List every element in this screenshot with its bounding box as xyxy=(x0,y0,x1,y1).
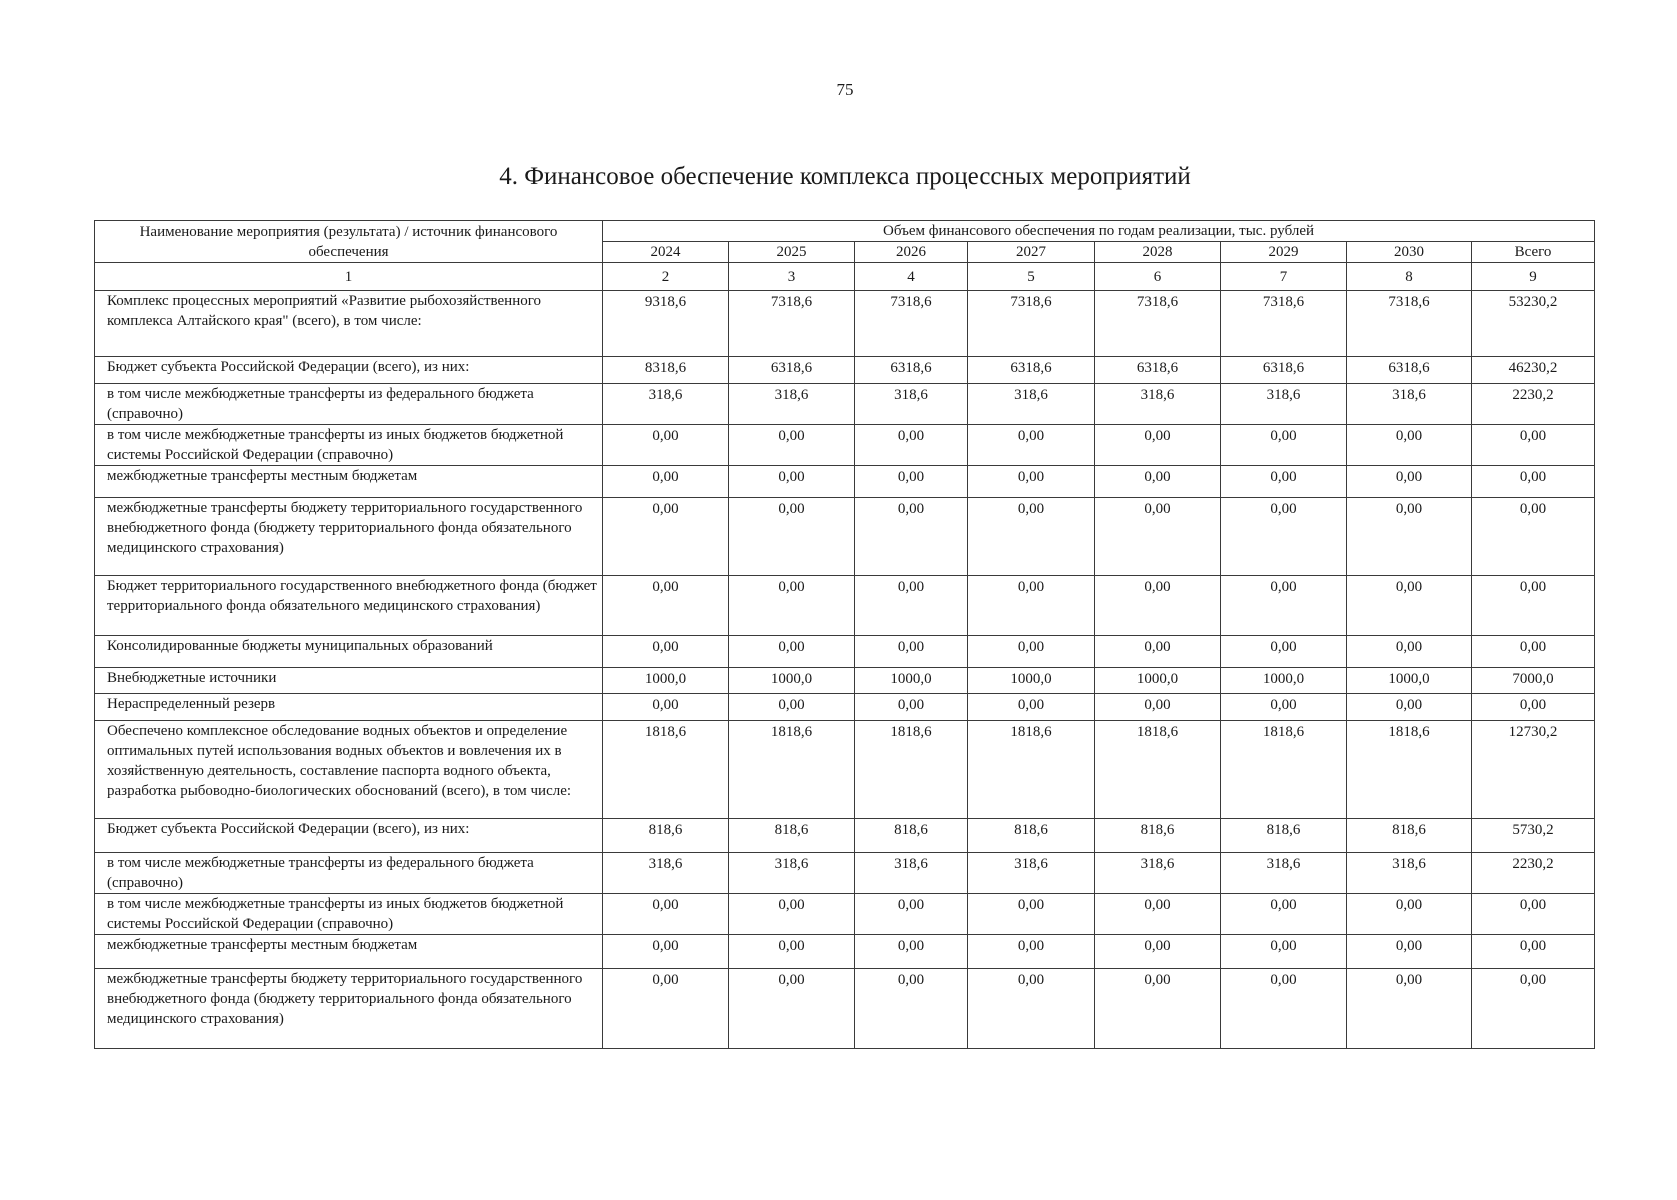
row-value-cell: 0,00 xyxy=(1095,498,1221,576)
row-value-cell: 1000,0 xyxy=(1095,668,1221,694)
row-label: межбюджетные трансферты бюджету территориального государственного внебюджетного фонда (бюджету территориального фонда обязательного медицинского страхования) xyxy=(95,969,603,1049)
row-value-cell: 0,00 xyxy=(1347,425,1472,466)
row-value-cell: 0,00 xyxy=(1221,425,1347,466)
row-value-cell: 0,00 xyxy=(1221,636,1347,668)
row-value-cell: 318,6 xyxy=(1095,384,1221,425)
row-value-cell: 818,6 xyxy=(729,819,855,853)
row-value-cell: 1000,0 xyxy=(968,668,1095,694)
row-total-cell: 0,00 xyxy=(1472,894,1595,935)
header-total: Всего xyxy=(1472,242,1595,263)
row-value-cell: 1000,0 xyxy=(1347,668,1472,694)
row-value-cell: 0,00 xyxy=(1095,636,1221,668)
row-total-cell: 0,00 xyxy=(1472,498,1595,576)
row-value-cell: 0,00 xyxy=(968,694,1095,721)
row-label: Бюджет субъекта Российской Федерации (всего), из них: xyxy=(95,819,603,853)
row-value-cell: 0,00 xyxy=(1221,969,1347,1049)
row-value-cell: 0,00 xyxy=(729,425,855,466)
row-value-cell: 0,00 xyxy=(729,894,855,935)
row-value-cell: 7318,6 xyxy=(855,291,968,357)
row-total-cell: 0,00 xyxy=(1472,425,1595,466)
row-value-cell: 0,00 xyxy=(729,636,855,668)
document-title: 4. Финансовое обеспечение комплекса процессных мероприятий xyxy=(499,163,1191,190)
row-value-cell: 0,00 xyxy=(1347,694,1472,721)
row-label: Комплекс процессных мероприятий «Развитие рыбохозяйственного комплекса Алтайского края" (всего), в том числе: xyxy=(95,291,603,357)
row-value-cell: 1818,6 xyxy=(1095,721,1221,819)
row-value-cell: 318,6 xyxy=(855,384,968,425)
financing-table xyxy=(94,220,1595,1049)
row-value-cell: 0,00 xyxy=(603,425,729,466)
table-row xyxy=(95,466,1595,498)
row-value-cell: 0,00 xyxy=(855,576,968,636)
row-value-cell: 0,00 xyxy=(1221,466,1347,498)
row-value-cell: 318,6 xyxy=(968,384,1095,425)
row-value-cell: 0,00 xyxy=(1095,576,1221,636)
row-value-cell: 818,6 xyxy=(855,819,968,853)
row-value-cell: 0,00 xyxy=(603,894,729,935)
row-value-cell: 0,00 xyxy=(603,694,729,721)
table-row xyxy=(95,894,1595,935)
row-value-cell: 0,00 xyxy=(855,694,968,721)
row-value-cell: 0,00 xyxy=(968,969,1095,1049)
row-value-cell: 7318,6 xyxy=(1095,291,1221,357)
row-value-cell: 0,00 xyxy=(855,894,968,935)
row-value-cell: 7318,6 xyxy=(729,291,855,357)
table-row xyxy=(95,819,1595,853)
row-value-cell: 0,00 xyxy=(603,636,729,668)
row-value-cell: 0,00 xyxy=(1095,894,1221,935)
row-label: Нераспределенный резерв xyxy=(95,694,603,721)
row-value-cell: 0,00 xyxy=(729,969,855,1049)
row-value-cell: 0,00 xyxy=(855,969,968,1049)
row-value-cell: 6318,6 xyxy=(1095,357,1221,384)
row-value-cell: 9318,6 xyxy=(603,291,729,357)
row-value-cell: 318,6 xyxy=(1221,853,1347,894)
row-value-cell: 318,6 xyxy=(1347,853,1472,894)
row-value-cell: 0,00 xyxy=(1347,576,1472,636)
row-label: Бюджет субъекта Российской Федерации (всего), из них: xyxy=(95,357,603,384)
row-value-cell: 1818,6 xyxy=(1221,721,1347,819)
row-value-cell: 1818,6 xyxy=(603,721,729,819)
header-year: 2030 xyxy=(1347,242,1472,263)
column-index: 5 xyxy=(968,263,1095,291)
row-total-cell: 2230,2 xyxy=(1472,853,1595,894)
row-value-cell: 0,00 xyxy=(603,498,729,576)
column-index: 7 xyxy=(1221,263,1347,291)
row-value-cell: 0,00 xyxy=(1221,894,1347,935)
row-label: в том числе межбюджетные трансферты из федерального бюджета (справочно) xyxy=(95,384,603,425)
row-value-cell: 318,6 xyxy=(603,384,729,425)
row-label: межбюджетные трансферты местным бюджетам xyxy=(95,466,603,498)
row-value-cell: 0,00 xyxy=(1095,694,1221,721)
header-year: 2026 xyxy=(855,242,968,263)
row-total-cell: 0,00 xyxy=(1472,694,1595,721)
row-value-cell: 818,6 xyxy=(968,819,1095,853)
row-value-cell: 1000,0 xyxy=(603,668,729,694)
row-value-cell: 0,00 xyxy=(603,969,729,1049)
row-value-cell: 0,00 xyxy=(855,498,968,576)
page-number: 75 xyxy=(836,80,854,99)
row-value-cell: 318,6 xyxy=(729,853,855,894)
row-value-cell: 0,00 xyxy=(1095,466,1221,498)
row-label: в том числе межбюджетные трансферты из иных бюджетов бюджетной системы Российской Федерации (справочно) xyxy=(95,894,603,935)
row-value-cell: 0,00 xyxy=(968,466,1095,498)
row-value-cell: 0,00 xyxy=(1347,894,1472,935)
table-row xyxy=(95,357,1595,384)
row-value-cell: 318,6 xyxy=(1347,384,1472,425)
row-value-cell: 0,00 xyxy=(855,636,968,668)
row-value-cell: 0,00 xyxy=(1221,694,1347,721)
row-total-cell: 0,00 xyxy=(1472,636,1595,668)
row-value-cell: 818,6 xyxy=(1221,819,1347,853)
row-value-cell: 318,6 xyxy=(968,853,1095,894)
table-row xyxy=(95,384,1595,425)
row-value-cell: 318,6 xyxy=(1221,384,1347,425)
row-value-cell: 0,00 xyxy=(729,576,855,636)
column-index: 8 xyxy=(1347,263,1472,291)
row-value-cell: 0,00 xyxy=(968,425,1095,466)
column-index: 1 xyxy=(95,263,603,291)
column-index: 2 xyxy=(603,263,729,291)
row-value-cell: 0,00 xyxy=(855,935,968,969)
row-value-cell: 318,6 xyxy=(1095,853,1221,894)
row-value-cell: 818,6 xyxy=(1347,819,1472,853)
row-value-cell: 318,6 xyxy=(855,853,968,894)
row-label: Консолидированные бюджеты муниципальных образований xyxy=(95,636,603,668)
row-value-cell: 0,00 xyxy=(1095,935,1221,969)
header-year: 2028 xyxy=(1095,242,1221,263)
row-value-cell: 0,00 xyxy=(603,576,729,636)
row-label: в том числе межбюджетные трансферты из федерального бюджета (справочно) xyxy=(95,853,603,894)
table-row xyxy=(95,853,1595,894)
row-value-cell: 7318,6 xyxy=(968,291,1095,357)
row-label: межбюджетные трансферты местным бюджетам xyxy=(95,935,603,969)
row-value-cell: 1000,0 xyxy=(1221,668,1347,694)
row-value-cell: 6318,6 xyxy=(968,357,1095,384)
row-value-cell: 0,00 xyxy=(968,636,1095,668)
column-index: 4 xyxy=(855,263,968,291)
table-row xyxy=(95,425,1595,466)
row-value-cell: 0,00 xyxy=(968,498,1095,576)
row-value-cell: 0,00 xyxy=(1347,969,1472,1049)
row-value-cell: 0,00 xyxy=(1347,466,1472,498)
table-row xyxy=(95,721,1595,819)
row-value-cell: 0,00 xyxy=(729,498,855,576)
table-row xyxy=(95,576,1595,636)
header-row-top xyxy=(95,221,1595,242)
header-year: 2025 xyxy=(729,242,855,263)
row-total-cell: 0,00 xyxy=(1472,576,1595,636)
row-label: межбюджетные трансферты бюджету территориального государственного внебюджетного фонда (бюджету территориального фонда обязательного медицинского страхования) xyxy=(95,498,603,576)
row-value-cell: 1000,0 xyxy=(855,668,968,694)
row-total-cell: 46230,2 xyxy=(1472,357,1595,384)
row-value-cell: 318,6 xyxy=(729,384,855,425)
row-value-cell: 0,00 xyxy=(1095,969,1221,1049)
row-value-cell: 0,00 xyxy=(968,576,1095,636)
row-value-cell: 0,00 xyxy=(729,694,855,721)
column-index: 6 xyxy=(1095,263,1221,291)
header-year: 2024 xyxy=(603,242,729,263)
row-value-cell: 1818,6 xyxy=(855,721,968,819)
row-value-cell: 0,00 xyxy=(1221,935,1347,969)
row-value-cell: 0,00 xyxy=(603,466,729,498)
table-row xyxy=(95,668,1595,694)
row-total-cell: 0,00 xyxy=(1472,935,1595,969)
row-value-cell: 7318,6 xyxy=(1221,291,1347,357)
table-row xyxy=(95,694,1595,721)
row-value-cell: 7318,6 xyxy=(1347,291,1472,357)
row-label: Внебюджетные источники xyxy=(95,668,603,694)
row-value-cell: 0,00 xyxy=(968,894,1095,935)
row-total-cell: 7000,0 xyxy=(1472,668,1595,694)
row-value-cell: 0,00 xyxy=(603,935,729,969)
header-financing-group: Объем финансового обеспечения по годам реализации, тыс. рублей xyxy=(603,221,1595,242)
row-value-cell: 818,6 xyxy=(603,819,729,853)
column-index: 3 xyxy=(729,263,855,291)
row-value-cell: 0,00 xyxy=(1347,935,1472,969)
table-row xyxy=(95,636,1595,668)
row-value-cell: 6318,6 xyxy=(729,357,855,384)
row-value-cell: 0,00 xyxy=(729,935,855,969)
row-label: Обеспечено комплексное обследование водных объектов и определение оптимальных путей использования водных объектов и вовлечения их в хозяйственную деятельность, составление паспорта водного объекта, разработка рыбоводно-биологических обоснований (всего), в том числе: xyxy=(95,721,603,819)
header-year: 2027 xyxy=(968,242,1095,263)
row-total-cell: 2230,2 xyxy=(1472,384,1595,425)
row-total-cell: 12730,2 xyxy=(1472,721,1595,819)
row-value-cell: 6318,6 xyxy=(1347,357,1472,384)
row-value-cell: 1000,0 xyxy=(729,668,855,694)
row-total-cell: 0,00 xyxy=(1472,969,1595,1049)
row-value-cell: 0,00 xyxy=(855,425,968,466)
header-year: 2029 xyxy=(1221,242,1347,263)
row-value-cell: 0,00 xyxy=(1095,425,1221,466)
row-label: в том числе межбюджетные трансферты из иных бюджетов бюджетной системы Российской Федерации (справочно) xyxy=(95,425,603,466)
table-row xyxy=(95,291,1595,357)
row-value-cell: 6318,6 xyxy=(855,357,968,384)
row-value-cell: 1818,6 xyxy=(968,721,1095,819)
row-total-cell: 5730,2 xyxy=(1472,819,1595,853)
table-body xyxy=(95,291,1595,1049)
column-index: 9 xyxy=(1472,263,1595,291)
row-total-cell: 0,00 xyxy=(1472,466,1595,498)
row-value-cell: 8318,6 xyxy=(603,357,729,384)
row-value-cell: 0,00 xyxy=(1347,636,1472,668)
row-value-cell: 318,6 xyxy=(603,853,729,894)
table-row xyxy=(95,935,1595,969)
header-name-column: Наименование мероприятия (результата) / источник финансового обеспечения xyxy=(95,221,603,263)
row-value-cell: 0,00 xyxy=(1221,576,1347,636)
column-index-row xyxy=(95,263,1595,291)
table-row xyxy=(95,969,1595,1049)
row-label: Бюджет территориального государственного внебюджетного фонда (бюджет территориального фонда обязательного медицинского страхования) xyxy=(95,576,603,636)
row-value-cell: 1818,6 xyxy=(1347,721,1472,819)
row-value-cell: 0,00 xyxy=(968,935,1095,969)
row-value-cell: 0,00 xyxy=(855,466,968,498)
table-row xyxy=(95,498,1595,576)
row-value-cell: 0,00 xyxy=(1347,498,1472,576)
row-value-cell: 6318,6 xyxy=(1221,357,1347,384)
row-value-cell: 1818,6 xyxy=(729,721,855,819)
row-value-cell: 0,00 xyxy=(729,466,855,498)
row-value-cell: 0,00 xyxy=(1221,498,1347,576)
row-total-cell: 53230,2 xyxy=(1472,291,1595,357)
row-value-cell: 818,6 xyxy=(1095,819,1221,853)
